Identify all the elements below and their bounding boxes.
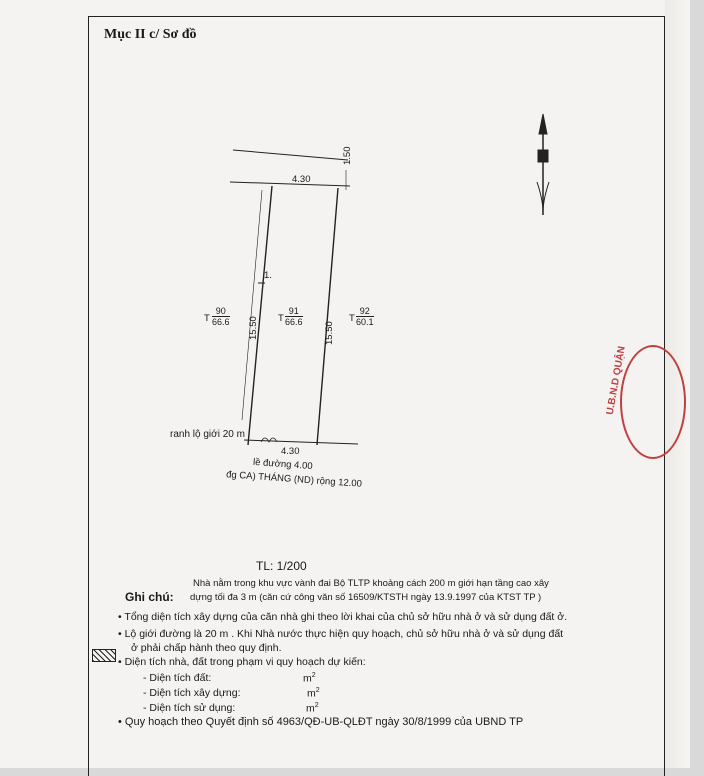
sidewalk-label: lề đường 4.00 (252, 456, 313, 473)
dimension-tick-label: 1. (264, 270, 272, 281)
left-dimension-line (242, 190, 262, 420)
bullet-2: • Lộ giới đường là 20 m . Khi Nhà nước thực hiện quy hoạch, chủ sở hữu nhà ở và sử dụng đất (118, 628, 564, 640)
scale-label: TL: 1/200 (256, 559, 307, 573)
north-arrow-icon (537, 114, 549, 215)
boundary-label: ranh lộ giới 20 m (170, 429, 245, 440)
area-build-unit: $m^2$ (307, 687, 320, 700)
area-land-label: - Diện tích đất: (143, 672, 212, 684)
lot-right-number: $\frac{92}{60.1}$ (356, 306, 374, 327)
lot-main-number: $\frac{91}{66.6}$ (285, 306, 303, 327)
hatch-legend-icon (92, 649, 116, 662)
right-dimension-label: 15.50 (324, 321, 335, 345)
footer-bullet: • Quy hoạch theo Quyết định số 4963/QĐ-UB-QLĐT ngày 30/8/1999 của UBND TP (118, 716, 524, 728)
seal-text: U.B.N.D QUẬN (604, 345, 628, 416)
area-use-label: - Diện tích sử dụng: (143, 702, 236, 714)
note-line-1: Nhà nằm trong khu vực vành đai Bộ TLTP khoảng cách 200 m giới hạn tầng cao xây (193, 578, 549, 589)
bottom-dimension-label: 4.30 (281, 446, 300, 457)
section-title: Mục II c/ Sơ đồ (104, 27, 197, 42)
area-use-unit: $m^2$ (306, 702, 319, 715)
setback-dimension-label: 1.50 (342, 146, 353, 165)
top-dimension-label: 4.30 (292, 174, 311, 185)
lot-right-prefix: T (349, 313, 355, 324)
lot-top-line (230, 182, 350, 186)
lot-right-line (317, 188, 338, 445)
area-build-label: - Diện tích xây dựng: (143, 687, 241, 699)
official-seal (604, 345, 686, 459)
setback-line (233, 150, 348, 160)
note-label: Ghi chú: (125, 590, 174, 604)
left-dimension-label: 15.50 (248, 316, 259, 340)
note-line-2: dựng tối đa 3 m (căn cứ công văn số 16509/KTSTH ngày 13.9.1997 của KTST TP ) (190, 592, 542, 603)
bullet-1: • Tổng diện tích xây dựng của căn nhà ghi theo lời khai của chủ sở hữu nhà ở và sử dụng đất ở. (118, 611, 568, 623)
lot-left-prefix: T (204, 313, 210, 324)
area-land-unit: $m^2$ (303, 672, 316, 685)
bullet-3: • Diện tích nhà, đất trong phạm vi quy hoạch dự kiến: (118, 656, 366, 668)
lot-left-number: $\frac{90}{66.6}$ (212, 306, 230, 327)
lot-main-prefix: T (278, 313, 284, 324)
bullet-2-continued: ở phải chấp hành theo quy định. (131, 642, 282, 654)
street-label: đg CA) THÁNG (ND) rộng 12.00 (225, 469, 363, 490)
